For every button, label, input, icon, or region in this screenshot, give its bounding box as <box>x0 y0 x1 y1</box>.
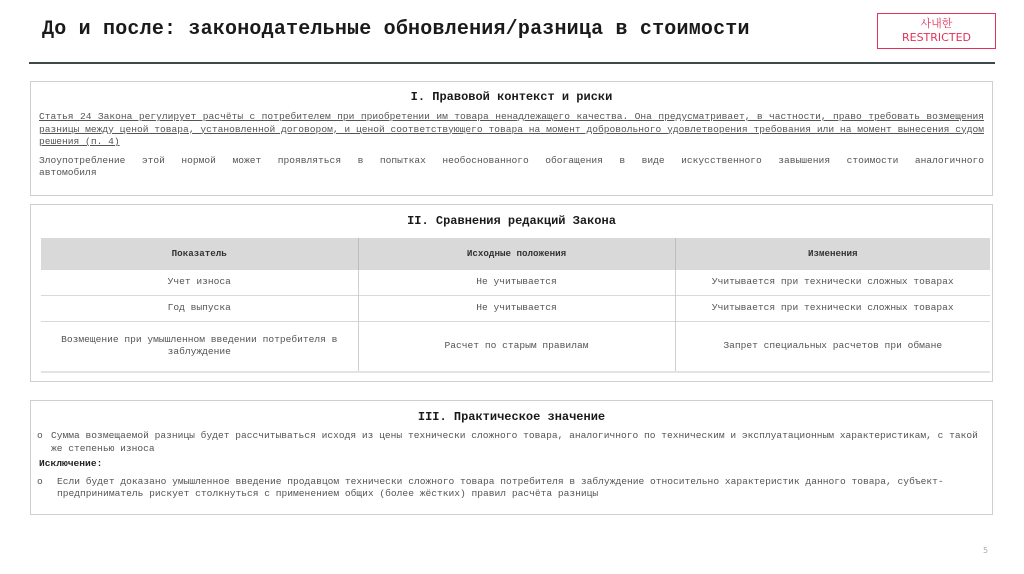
badge-restricted-label: RESTRICTED <box>901 31 971 44</box>
table-row <box>41 321 990 372</box>
title-divider <box>29 62 995 64</box>
legal-context-panel <box>30 81 993 196</box>
table-cell: Год выпуска <box>41 295 358 321</box>
table-cell: Учитывается при технически сложных товарах <box>675 295 990 321</box>
table-cell: Запрет специальных расчетов при обмане <box>675 321 990 372</box>
list-item <box>37 430 984 455</box>
page-number: 5 <box>983 546 989 555</box>
section-title-legal-context: I. Правовой контекст и риски <box>410 90 613 104</box>
table-cell: Учитывается при технически сложных товарах <box>675 269 990 295</box>
law-comparison-panel <box>30 204 993 382</box>
section-title-comparison: II. Сравнения редакций Закона <box>407 214 616 228</box>
table-row <box>41 295 990 321</box>
table-cell: Возмещение при умышленном введении потребителя в заблуждение <box>41 321 358 372</box>
list-item-text: Сумма возмещаемой разницы будет рассчитываться исходя из цены технически сложного товара, аналогичного по техническим и эксплуатационным характеристикам, с такой же степенью износа <box>51 430 978 454</box>
column-header-indicator: Показатель <box>41 238 358 269</box>
practical-significance-panel <box>30 400 993 515</box>
table-cell: Не учитывается <box>358 269 675 295</box>
column-header-original: Исходные положения <box>358 238 675 269</box>
list-item <box>37 476 984 501</box>
bullet-circle-icon: o <box>37 430 43 441</box>
comparison-table <box>41 238 990 373</box>
badge-korean-label: 사내한 <box>920 17 953 30</box>
table-header-row <box>41 238 990 269</box>
column-header-changes: Изменения <box>675 238 990 269</box>
table-cell: Не учитывается <box>358 295 675 321</box>
section-title-practical: III. Практическое значение <box>417 410 606 424</box>
table-cell: Учет износа <box>41 269 358 295</box>
page-title: До и после: законодательные обновления/разница в стоимости <box>42 18 750 41</box>
table-row <box>41 269 990 295</box>
bullet-circle-icon: o <box>37 475 43 487</box>
exception-label: Исключение: <box>39 458 103 469</box>
abuse-risk-text: Злоупотребление этой нормой может проявляться в попытках необоснованного обогащения в виде искусственного завышения стоимости аналогичного автомобиля <box>39 154 984 178</box>
list-item-text: Если будет доказано умышленное введение продавцом технически сложного товара потребителя в заблуждение относительно характеристик данного товара, субъект-предприниматель рискует столкнуться с применением общих (более жёстких) правил расчёта разницы <box>57 475 944 499</box>
restricted-badge <box>877 13 996 49</box>
article-24-text: Статья 24 Закона регулирует расчёты с потребителем при приобретении им товара ненадлежащего качества. Она предусматривает, в частности, право требовать возмещения разницы между ценой товара, установленной договором, и ценой соответствующего товара на момент добровольного удовлетворения требования или на момент вынесения судом решения (п. 4) <box>39 111 984 147</box>
table-cell: Расчет по старым правилам <box>358 321 675 372</box>
